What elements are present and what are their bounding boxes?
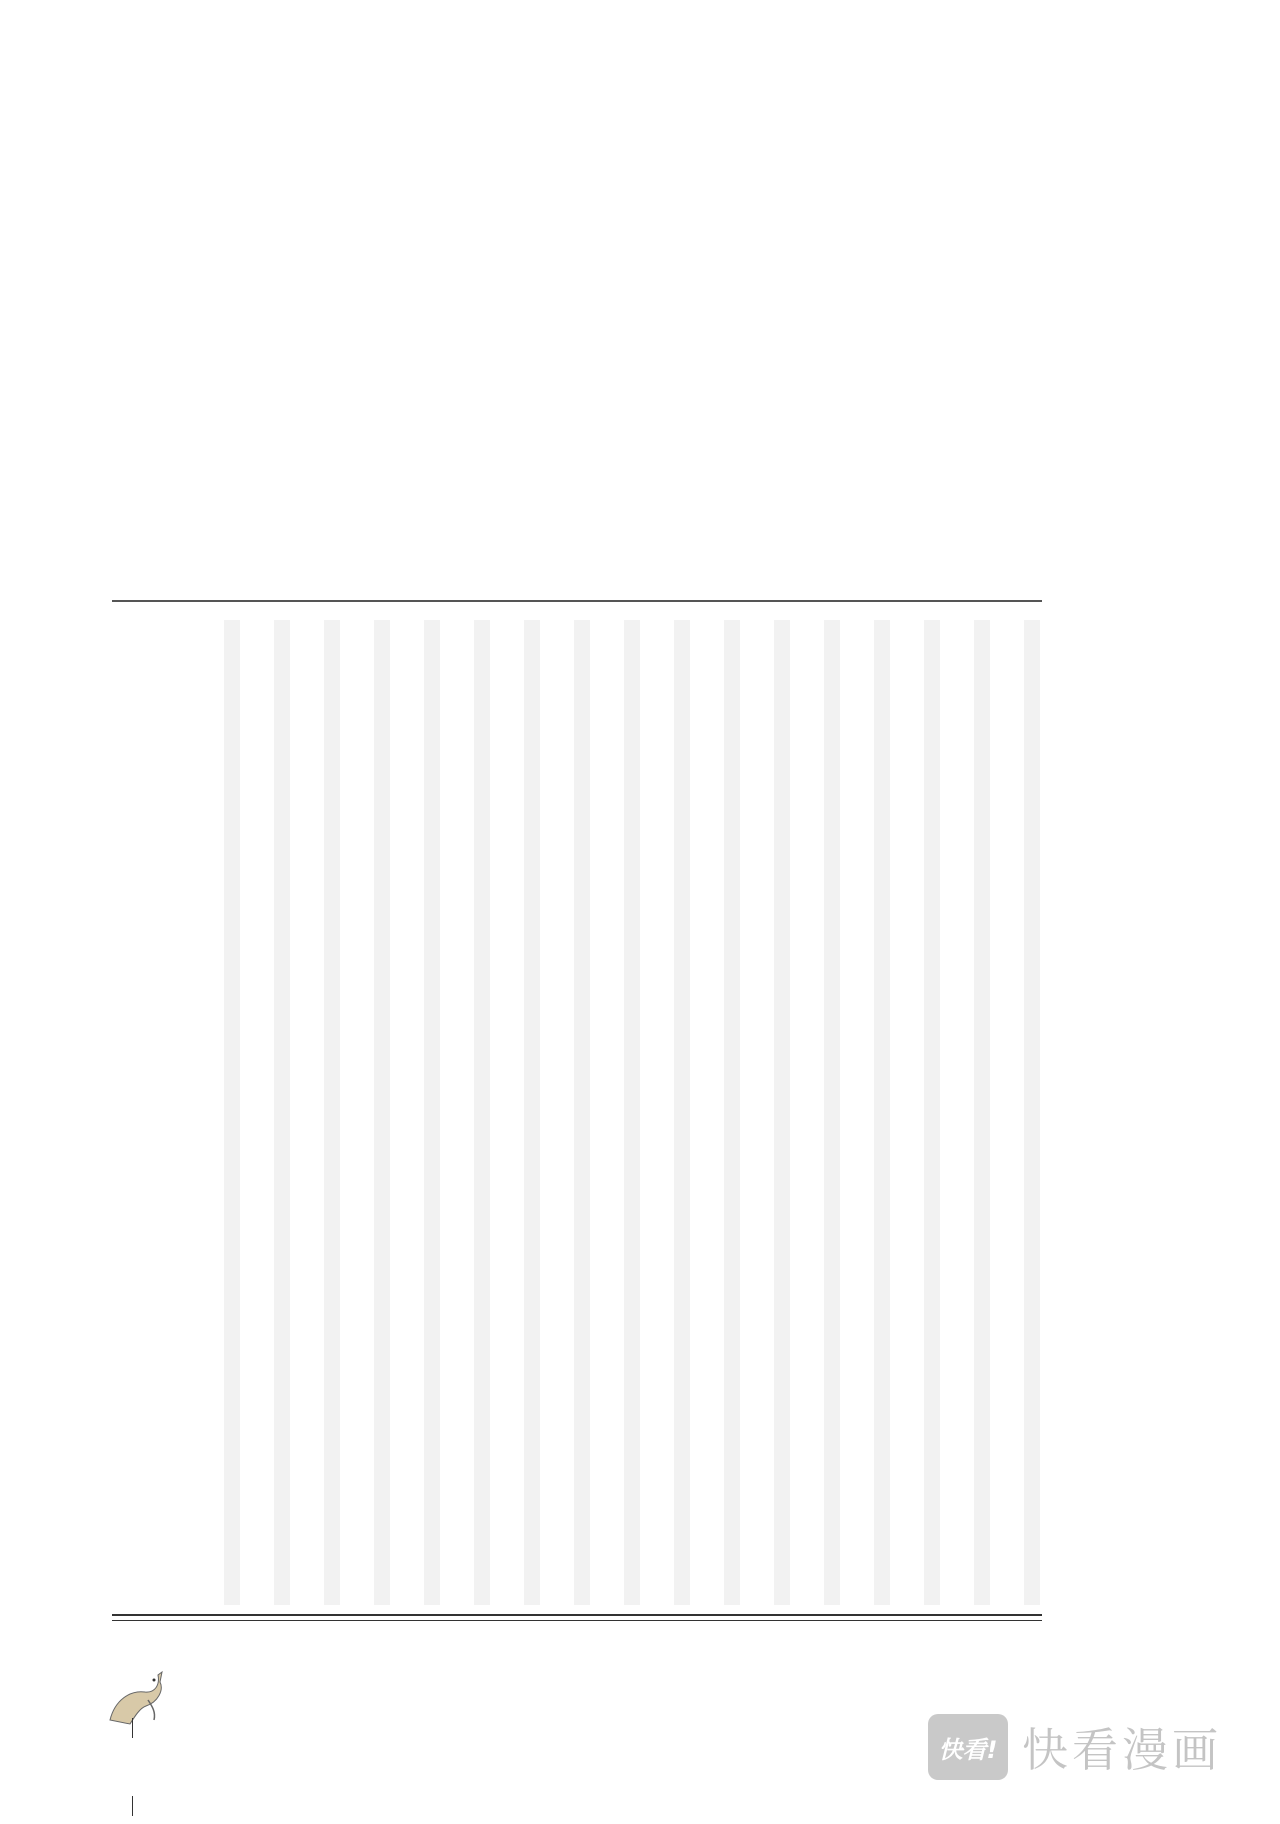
- top-rule: [112, 600, 1042, 602]
- watermark-brand: 快看漫画: [1022, 1723, 1222, 1777]
- rotated-body-text: [190, 620, 1050, 1605]
- bottom-rule-thin: [112, 1620, 1042, 1621]
- watermark-logo: 快看!: [928, 1714, 1008, 1780]
- bottom-rule: [112, 1614, 1042, 1616]
- page-number-ornament: [118, 1718, 148, 1818]
- watermark: [928, 1702, 1222, 1792]
